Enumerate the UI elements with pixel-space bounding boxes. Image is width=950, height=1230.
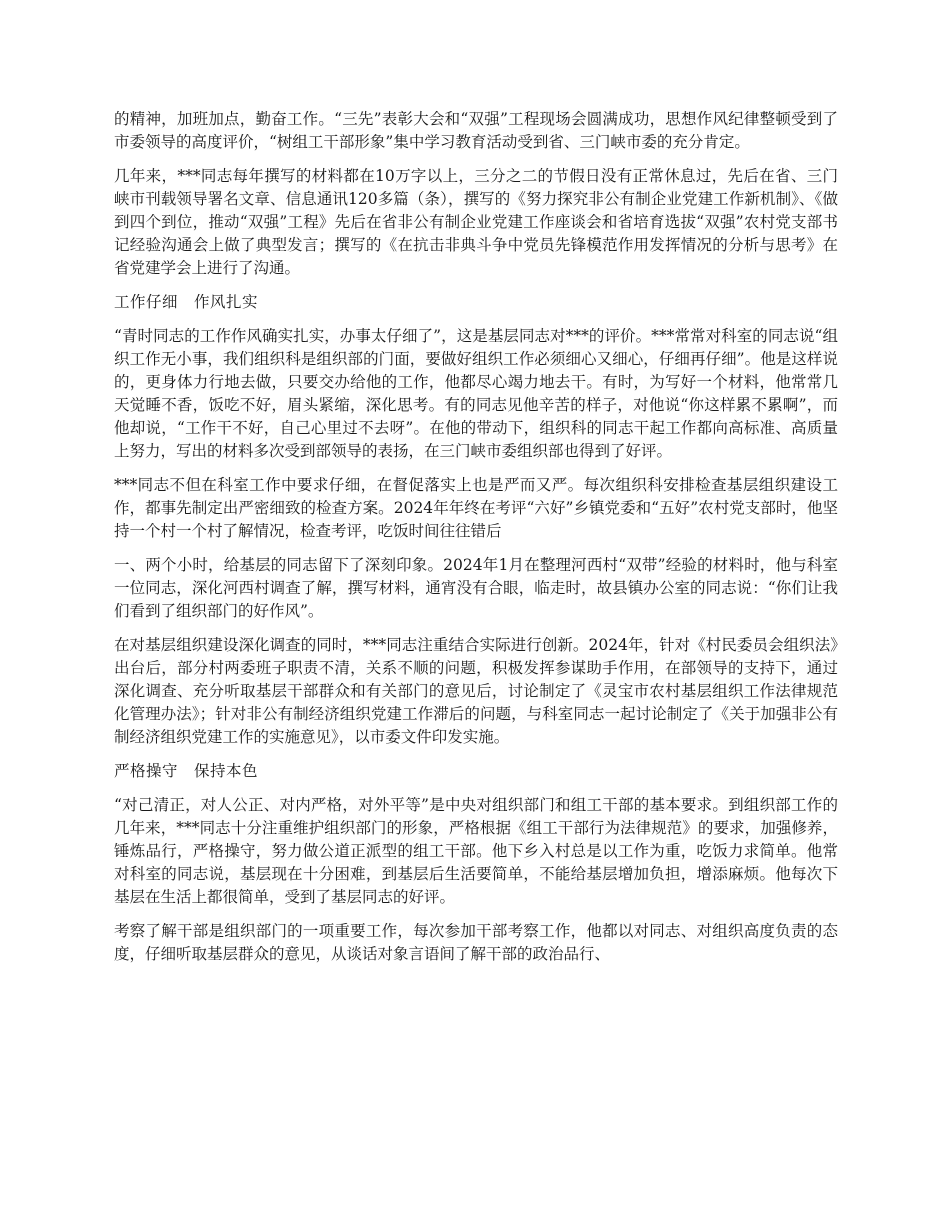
paragraph-5: 一、两个小时，给基层的同志留下了深刻印象。2024年1月在整理河西村“双带”经验的材料时，他与科室一位同志，深化河西村调查了解，撰写材料，通宵没有合眼，临走时，故县镇办公室的同志说：“你们让我们看到了组织部门的好作风”。 bbox=[114, 556, 838, 620]
paragraph-3: “青时同志的工作作风确实扎实，办事太仔细了”，这是基层同志对***的评价。***常常对科室的同志说“组织工作无小事，我们组织科是组织部的门面，要做好组织工作必须细心又细心，仔细再仔细”。他是这样说的，更身体力行地去做，只要交办给他的工作，他都尽心竭力地去干。有时，为写好一个材料，他常常几天觉睡不香，饭吃不好，眉头紧缩，深化思考。有的同志见他辛苦的样子，对他说“你这样累不累啊”，而他却说，“工作干不好，自己心里过不去呀”。在他的带动下，组织科的同志干起工作都向高标准、高质量上努力，写出的材料多次受到部领导的表扬，在三门峡市委组织部也得到了好评。 bbox=[114, 327, 838, 460]
paragraph-8: 考察了解干部是组织部门的一项重要工作，每次参加干部考察工作，他都以对同志、对组织高度负责的态度，仔细听取基层群众的意见，从谈话对象言语间了解干部的政治品行、 bbox=[114, 922, 838, 963]
paragraph-4: ***同志不但在科室工作中要求仔细，在督促落实上也是严而又严。每次组织科安排检查基层组织建设工作，都事先制定出严密细致的检查方案。2024年年终在考评“六好”乡镇党委和“五好”农村党支部时，他坚持一个村一个村了解情况，检查考评，吃饭时间往往错后 bbox=[114, 476, 838, 540]
section-heading-integrity: 严格操守 保持本色 bbox=[114, 762, 259, 780]
section-heading-work-style: 工作仔细 作风扎实 bbox=[114, 293, 259, 311]
document-body bbox=[114, 108, 838, 977]
paragraph-1: 的精神，加班加点，勤奋工作。“三先”表彰大会和“双强”工程现场会圆满成功，思想作风纪律整顿受到了市委领导的高度评价，“树组工干部形象”集中学习教育活动受到省、三门峡市委的充分肯定。 bbox=[114, 110, 838, 151]
paragraph-6: 在对基层组织建设深化调查的同时，***同志注重结合实际进行创新。2024年，针对《村民委员会组织法》出台后，部分村两委班子职责不清，关系不顺的问题，积极发挥参谋助手作用，在部领导的支持下，通过深化调查、充分听取基层干部群众和有关部门的意见后，讨论制定了《灵宝市农村基层组织工作法律规范化管理办法》；针对非公有制经济组织党建工作滞后的问题，与科室同志一起讨论制定了《关于加强非公有制经济组织党建工作的实施意见》，以市委文件印发实施。 bbox=[114, 636, 838, 746]
paragraph-7: “对己清正，对人公正、对内严格，对外平等”是中央对组织部门和组工干部的基本要求。到组织部工作的几年来，***同志十分注重维护组织部门的形象，严格根据《组工干部行为法律规范》的要求，加强修养，锤炼品行，严格操守，努力做公道正派型的组工干部。他下乡入村总是以工作为重，吃饭力求简单。他常对科室的同志说，基层现在十分困难，到基层后生活要简单，不能给基层增加负担，增添麻烦。他每次下基层在生活上都很简单，受到了基层同志的好评。 bbox=[114, 796, 838, 906]
paragraph-2: 几年来，***同志每年撰写的材料都在10万字以上，三分之二的节假日没有正常休息过，先后在省、三门峡市刊载领导署名文章、信息通讯120多篇（条），撰写的《努力探究非公有制企业党建工作新机制》、《做到四个到位，推动“双强”工程》先后在省非公有制企业党建工作座谈会和省培育选拔“双强”农村党支部书记经验沟通会上做了典型发言；撰写的《在抗击非典斗争中党员先锋模范作用发挥情况的分析与思考》在省党建学会上进行了沟通。 bbox=[114, 167, 838, 277]
